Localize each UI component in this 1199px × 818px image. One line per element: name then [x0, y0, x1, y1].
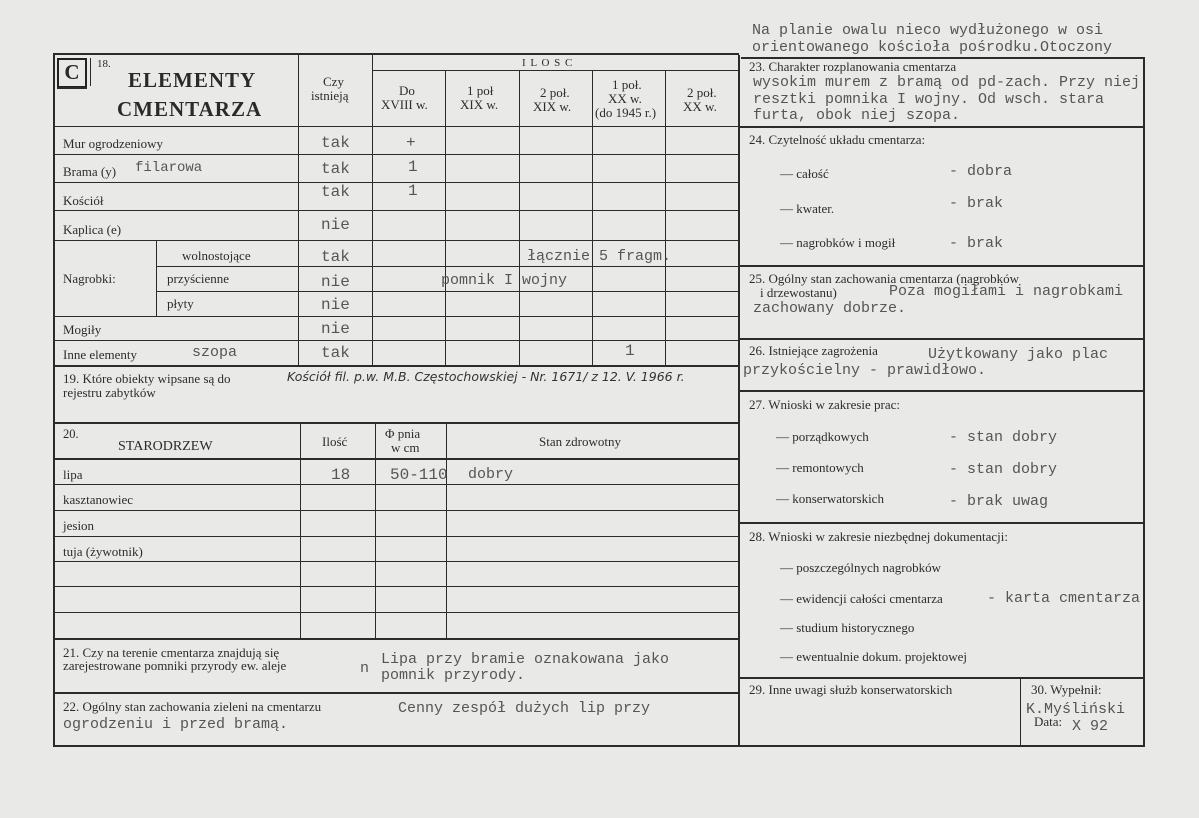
top-note-line1: Na planie owalu nieco wydłużonego w osi [752, 22, 1104, 39]
s27-item-1-label: — porządkowych [776, 429, 869, 444]
s27-item-2-value: - stan dobry [949, 461, 1058, 478]
period-2-l1: 1 poł [467, 83, 494, 98]
s21-label-1: 21. Czy na terenie cmentarza znajdują się [63, 645, 280, 660]
element-inne-label: Inne elementy [63, 347, 137, 362]
s29-top-line [740, 677, 1145, 679]
qty-head: I L O S C [522, 57, 574, 69]
s25-label-2: i drzewostanu) [760, 285, 837, 300]
s30-date-label: Data: [1034, 714, 1063, 729]
tree-diam-lipa: 50-110 [390, 466, 448, 484]
mogily-exists: nie [321, 320, 350, 338]
s21-label-2: zarejestrowane pomniki przyrody ew. aleje [63, 658, 287, 673]
przy-note: pomnik I wojny [441, 272, 568, 289]
period-4-l1: 1 poł. [612, 77, 642, 92]
period-5-l2: XX w. [683, 99, 717, 114]
s30-label: 30. Wypełnił: [1031, 682, 1102, 697]
row-sep-9 [55, 365, 738, 367]
s20-row-line-5 [55, 586, 738, 587]
s24-label: 24. Czytelność układu cmentarza: [749, 132, 926, 147]
col-exists-head-2: istnieją [311, 88, 349, 103]
s20-row-line-2 [55, 510, 738, 511]
s21-letter: n [360, 660, 370, 677]
s20-col-state-head: Stan zdrowotny [539, 434, 621, 449]
s26-top-line [740, 338, 1145, 340]
s27-top-line [740, 390, 1145, 392]
frame-bottom [53, 745, 1145, 747]
przy-exists: nie [321, 273, 350, 291]
col-line-p3 [519, 71, 520, 365]
mur-exists: tak [321, 134, 350, 152]
element-mur-label: Mur ogrodzeniowy [63, 136, 164, 151]
s28-top-line [740, 522, 1145, 524]
s28-item-4-label: — ewentualnie dokum. projektowej [780, 649, 968, 664]
col-exists-head-1: Czy [323, 74, 344, 89]
s24-item-2-label: — kwater. [780, 201, 835, 216]
tree-name-lipa: lipa [63, 467, 83, 482]
letter-box-underline [57, 87, 87, 89]
row-sep-header [55, 126, 738, 127]
inne-exists: tak [321, 344, 350, 362]
s20-col-diam-head-2: w cm [391, 440, 420, 455]
element-przy-label: przyścienne [167, 271, 230, 286]
tree-count-lipa: 18 [331, 466, 351, 484]
s24-top-line [740, 126, 1145, 128]
mur-before-xviii: + [406, 134, 416, 152]
element-kaplica-label: Kaplica (e) [63, 222, 122, 237]
period-2-l2: XIX w. [460, 97, 499, 112]
s28-item-1-label: — poszczególnych nagrobków [780, 560, 942, 575]
s25-top-line [740, 265, 1145, 267]
row-sep-4 [55, 240, 738, 241]
s22-answer-2: ogrodzeniu i przed bramą. [63, 716, 289, 733]
period-4-l2: XX w. [608, 91, 642, 106]
s21-answer-1: Lipa przy bramie oznakowana jako [381, 651, 670, 668]
row-sep-1 [55, 154, 738, 155]
s24-item-3-value: - brak [949, 235, 1004, 252]
brama-before-xviii: 1 [408, 158, 418, 176]
s28-item-2-label: — ewidencji całości cmentarza [780, 591, 943, 606]
period-5-l1: 2 poł. [687, 85, 717, 100]
wolno-note: łącznie 5 fragm. [527, 248, 672, 265]
s22-top-line [55, 692, 738, 694]
kosciol-exists: tak [321, 183, 350, 201]
row-sep-2 [55, 182, 738, 183]
tree-state-lipa: dobry [468, 466, 514, 483]
s27-item-2-label: — remontowych [776, 460, 864, 475]
s30-date: X 92 [1072, 718, 1109, 735]
letter-box-divider [90, 58, 91, 86]
s20-col-state [446, 423, 447, 638]
s21-answer-2: pomnik przyrody. [381, 667, 526, 684]
s23-label: 23. Charakter rozplanowania cmentarza [749, 59, 957, 74]
s23-line-1: wysokim murem z bramą od pd-zach. Przy niej [753, 74, 1141, 91]
element-wolno-label: wolnostojące [182, 248, 251, 263]
s25-label-1: 25. Ogólny stan zachowania cmentarza (nagrobków [749, 271, 1020, 286]
section-letter-box [57, 58, 87, 88]
s25-answer-2: zachowany dobrze. [753, 300, 907, 317]
frame-top-left [53, 53, 739, 55]
element-mogily-label: Mogiły [63, 322, 102, 337]
s20-col-diam-head-1: Φ pnia [385, 426, 421, 441]
row-sep-8 [55, 340, 738, 341]
s20-row-line-4 [55, 561, 738, 562]
frame-left [53, 53, 55, 747]
s26-answer-1: Użytkowany jako plac [928, 346, 1109, 363]
section-letter: C [64, 60, 80, 84]
s27-item-1-value: - stan dobry [949, 429, 1058, 446]
s20-row-line-3 [55, 536, 738, 537]
s23-line-2: resztki pomnika I wojny. Od wsch. stara [753, 91, 1105, 108]
wolno-exists: tak [321, 248, 350, 266]
s22-answer-1: Cenny zespół dużych lip przy [398, 700, 651, 717]
s29-label: 29. Inne uwagi służb konserwatorskich [749, 682, 953, 697]
element-kosciol-label: Kościół [63, 193, 104, 208]
s20-row-line-6 [55, 612, 738, 613]
s26-answer-2: przykościelny - prawidłowo. [743, 362, 987, 379]
s19-label-2: rejestru zabytków [63, 385, 156, 400]
col-line-p5 [665, 71, 666, 365]
s20-number: 20. [63, 427, 79, 441]
period-4-l3: (do 1945 r.) [595, 105, 657, 120]
s28-item-3-label: — studium historycznego [780, 620, 915, 635]
element-brama-note: filarowa [135, 160, 203, 176]
s23-line-3: furta, obok niej szopa. [753, 107, 961, 124]
s30-filled-by: K.Myśliński [1026, 701, 1126, 718]
tree-name-jesion: jesion [63, 518, 95, 533]
frame-right [1143, 57, 1145, 747]
s26-label: 26. Istniejące zagrożenia [749, 343, 878, 358]
element-brama-label: Brama (y) [63, 164, 117, 179]
s20-title: STARODRZEW [118, 439, 213, 454]
s24-item-1-value: - dobra [949, 163, 1013, 180]
tree-name-tuja: tuja (żywotnik) [63, 544, 143, 559]
plyty-exists: nie [321, 296, 350, 314]
s27-item-3-label: — konserwatorskich [776, 491, 884, 506]
section-18-number: 18. [97, 58, 111, 70]
element-plyty-label: płyty [167, 296, 194, 311]
period-1-l1: Do [399, 83, 415, 98]
inne-first-half-xx: 1 [625, 342, 635, 360]
s30-divider [1020, 678, 1021, 746]
s20-col-diam [375, 423, 376, 638]
col-line-p2 [445, 71, 446, 365]
kosciol-before-xviii: 1 [408, 182, 418, 200]
s27-label: 27. Wnioski w zakresie prac: [749, 397, 901, 412]
col-line-p4 [592, 71, 593, 365]
period-1-l2: XVIII w. [381, 97, 428, 112]
s28-label: 28. Wnioski w zakresie niezbędnej dokumentacji: [749, 529, 1008, 544]
brama-exists: tak [321, 160, 350, 178]
s20-header-line [55, 458, 738, 460]
s20-col-count-head: Ilość [322, 434, 348, 449]
nagrobki-label: Nagrobki: [63, 271, 116, 286]
period-3-l1: 2 poł. [540, 85, 570, 100]
row-sep-6 [157, 291, 738, 292]
s19-register-entry: Kościół fil. p.w. M.B. Częstochowskiej - Nr. 1671/ z 12. V. 1966 r. [287, 369, 685, 384]
s20-top-line [55, 422, 738, 424]
row-sep-3 [55, 210, 738, 211]
s20-col-count [300, 423, 301, 638]
s25-answer-1: Poza mogiłami i nagrobkami [889, 283, 1124, 300]
s24-item-1-label: — całość [780, 166, 829, 181]
kaplica-exists: nie [321, 216, 350, 234]
s27-item-3-value: - brak uwag [949, 493, 1049, 510]
element-inne-note: szopa [192, 344, 238, 361]
nagrobki-divider [156, 240, 157, 316]
frame-middle [738, 55, 740, 747]
s24-item-3-label: — nagrobków i mogił [780, 235, 896, 250]
s20-row-line-1 [55, 484, 738, 485]
qty-head-line [373, 70, 738, 71]
s24-item-2-value: - brak [949, 195, 1004, 212]
s28-item-2-value: - karta cmentarza [987, 590, 1141, 607]
top-note-line2: orientowanego kościoła pośrodku.Otoczony [752, 39, 1113, 56]
s19-label-1: 19. Które obiekty wipsane są do [63, 371, 231, 386]
elements-title-2: CMENTARZA [117, 97, 263, 121]
elements-title-1: ELEMENTY [128, 68, 257, 92]
s20-bottom-line [55, 638, 738, 640]
s22-label: 22. Ogólny stan zachowania zieleni na cmentarzu [63, 699, 322, 714]
tree-name-kasztanowiec: kasztanowiec [63, 492, 134, 507]
period-3-l2: XIX w. [533, 99, 572, 114]
row-sep-7 [55, 316, 738, 317]
row-sep-5 [157, 266, 738, 267]
